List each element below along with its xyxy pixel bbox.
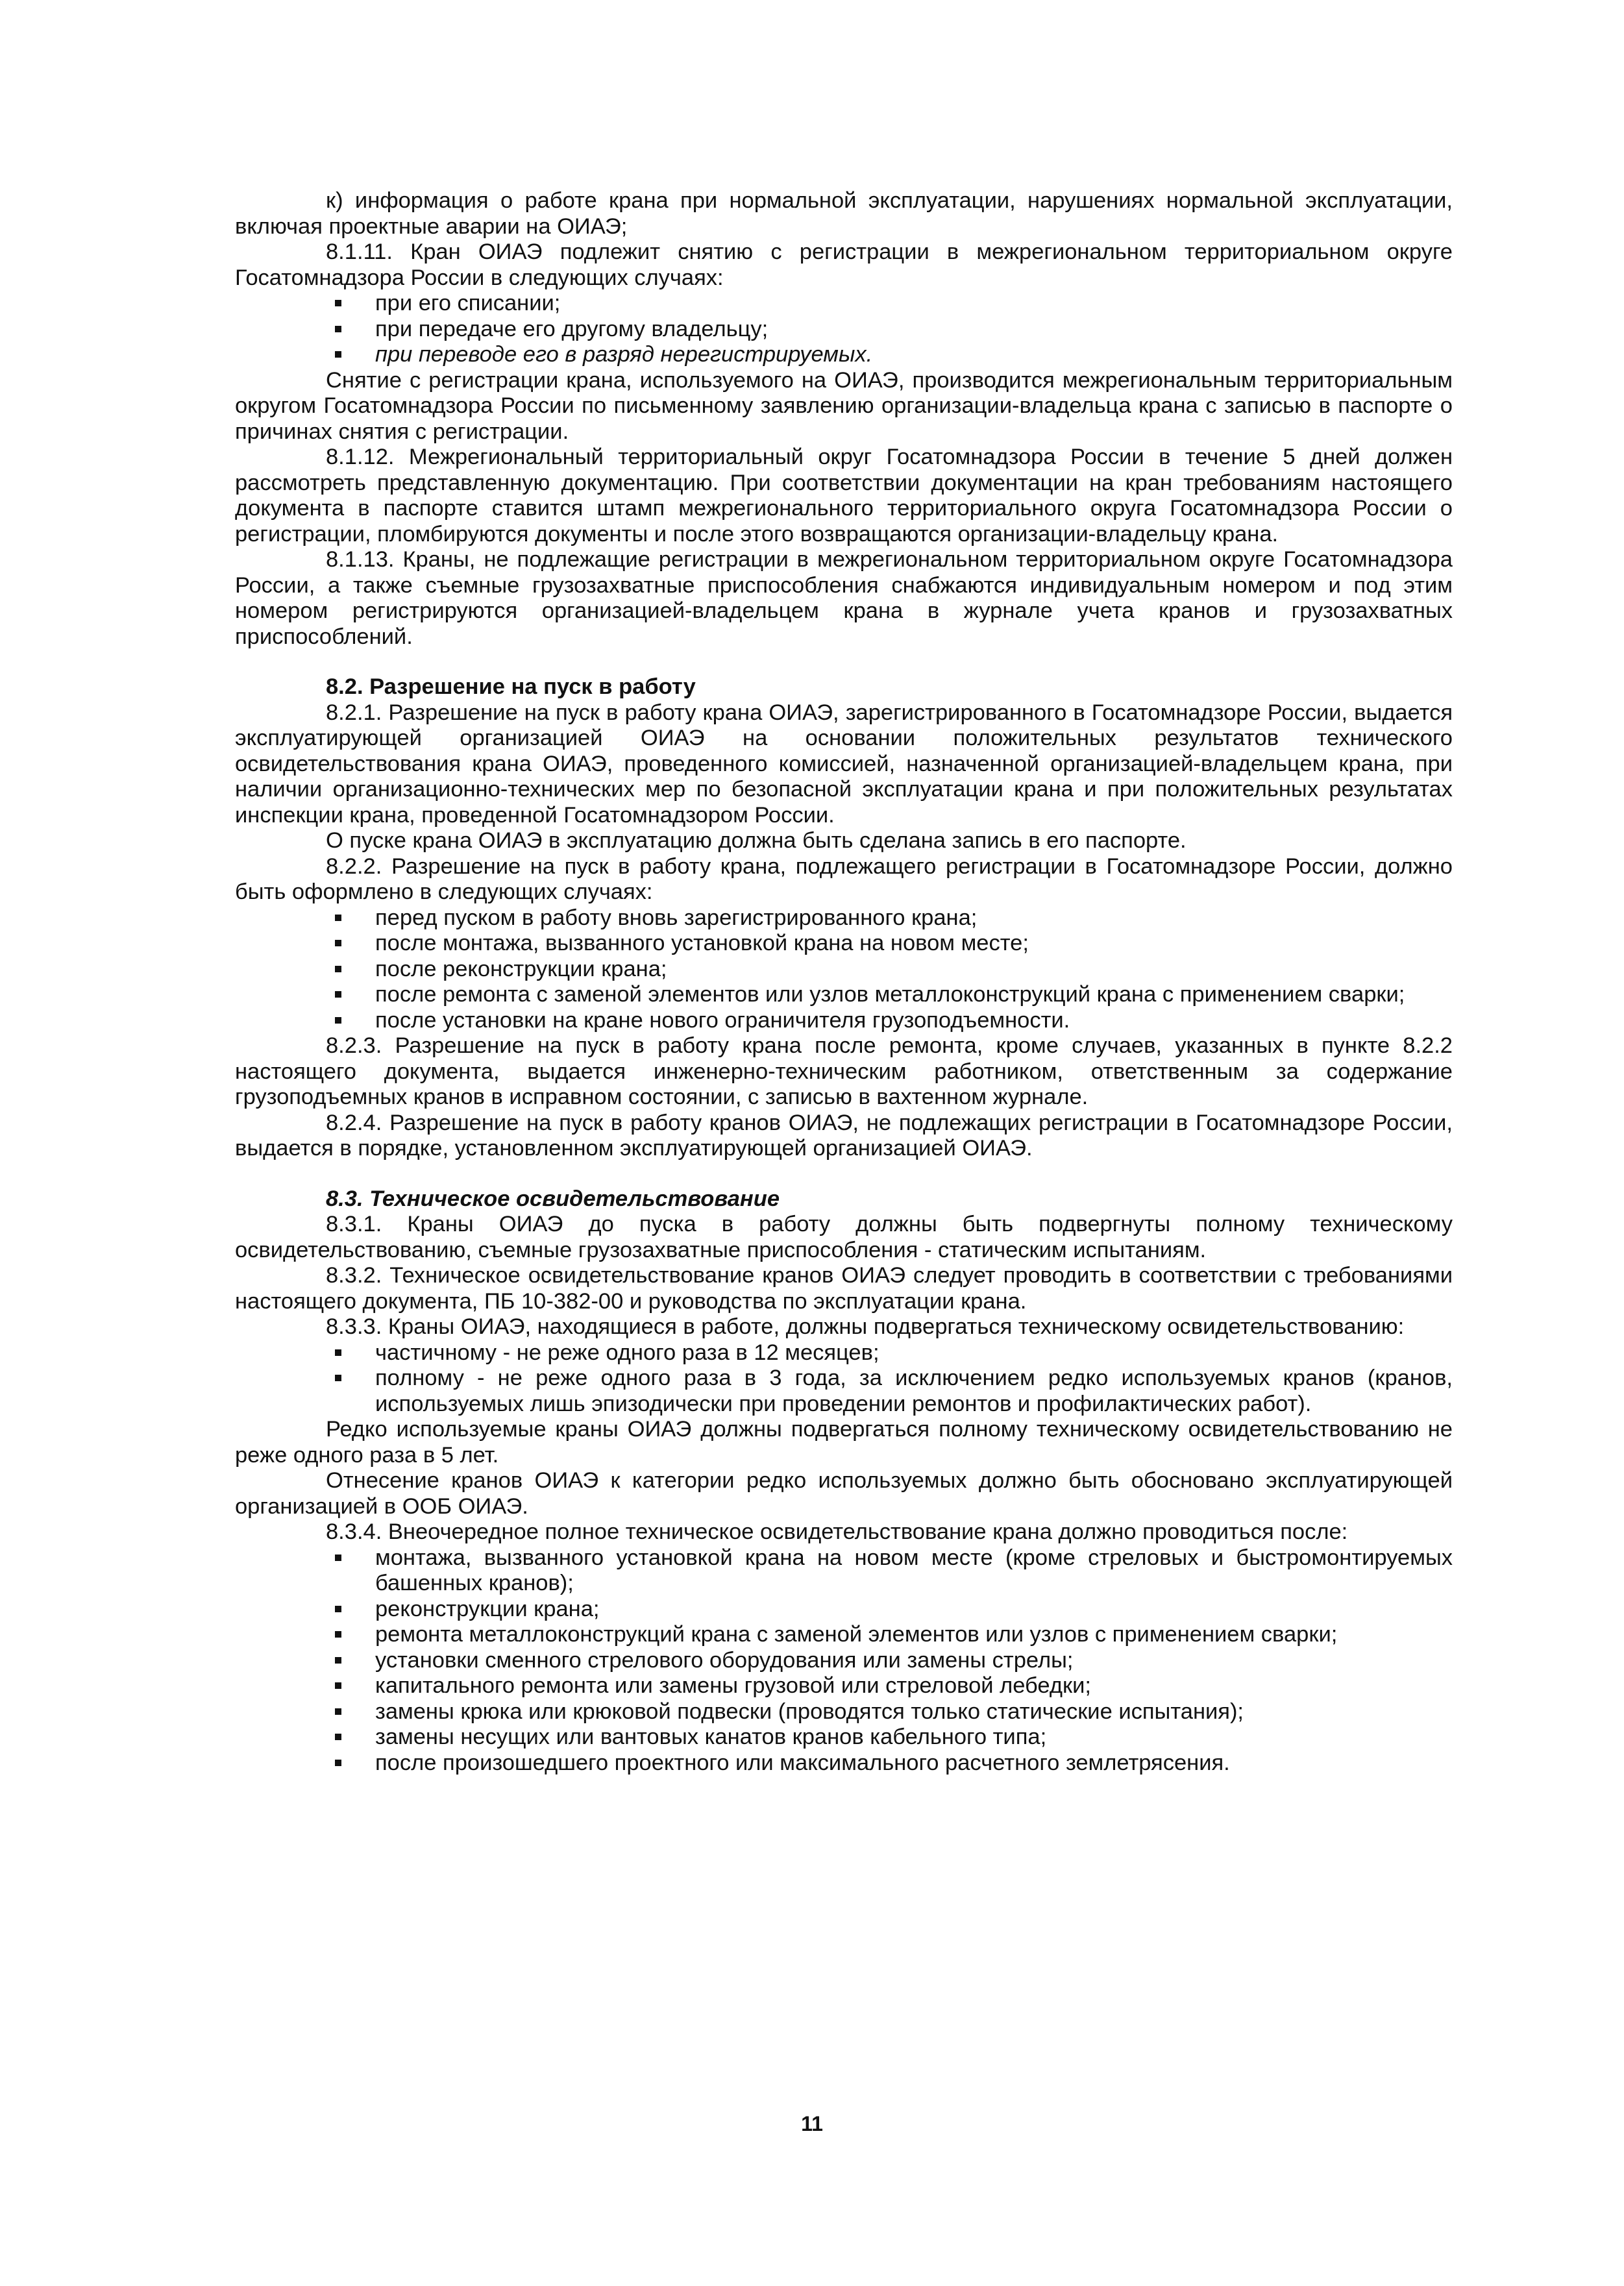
bullet-icon [335,1606,341,1612]
list-item [375,1699,1453,1725]
list-item-text: ремонта металлоконструкций крана с заменой элементов или узлов с применением сварки; [375,1622,1338,1647]
bullet-list [235,291,1453,368]
bullet-icon [335,1734,341,1740]
list-item [375,1751,1453,1776]
bullet-icon [335,1760,341,1766]
bullet-icon [335,1555,341,1561]
list-item-text: перед пуском в работу вновь зарегистрированного крана; [375,905,978,930]
paragraph: 8.2.3. Разрешение на пуск в работу крана после ремонта, кроме случаев, указанных в пункте 8.2.2 настоящего документа, выдается инженерно-техническим работником, ответственным за содержание грузоподъемных кранов в исправном состоянии, с записью в вахтенном журнале. [235,1033,1453,1109]
paragraph: к) информация о работе крана при нормальной эксплуатации, нарушениях нормальной эксплуатации, включая проектные аварии на ОИАЭ; [235,188,1453,239]
bullet-icon [335,300,341,306]
page-number: 11 [801,2112,823,2135]
list-item [375,317,1453,343]
list-item-text: установки сменного стрелового оборудования или замены стрелы; [375,1647,1074,1673]
bullet-icon [335,915,341,921]
list-item [375,982,1453,1008]
paragraph: 8.3.3. Краны ОИАЭ, находящиеся в работе, должны подвергаться техническому освидетельствованию: [326,1314,1405,1339]
section-heading: 8.3. Техническое освидетельствование [326,1186,780,1211]
bullet-list [235,1545,1453,1776]
list-item [375,957,1453,983]
list-item-text: замены крюка или крюковой подвески (проводятся только статические испытания); [375,1699,1244,1724]
list-item-text: при переводе его в разряд нерегистрируемых. [375,342,873,367]
bullet-icon [335,966,341,972]
list-item-text: реконструкции крана; [375,1596,600,1621]
list-item-text: замены несущих или вантовых канатов кранов кабельного типа; [375,1725,1047,1749]
list-item-text: частичному - не реже одного раза в 12 месяцев; [375,1340,880,1365]
list-item-text: капитального ремонта или замены грузовой или стреловой лебедки; [375,1673,1091,1698]
list-item-text: после произошедшего проектного или максимального расчетного землетрясения. [375,1750,1230,1775]
bullet-icon [335,940,341,946]
paragraph: О пуске крана ОИАЭ в эксплуатацию должна быть сделана запись в его паспорте. [326,828,1187,853]
list-item [375,1622,1453,1648]
paragraph: 8.3.2. Техническое освидетельствование кранов ОИАЭ следует проводить в соответствии с требованиями настоящего документа, ПБ 10-382-00 и руководства по эксплуатации крана. [235,1263,1453,1314]
section-heading: 8.2. Разрешение на пуск в работу [326,674,696,699]
list-item-text: полному - не реже одного раза в 3 года, за исключением редко используемых кранов (кранов, используемых лишь эпизодически при проведении ремонтов и профилактических работ). [375,1366,1453,1416]
bullet-icon [335,326,341,332]
list-item-text: после ремонта с заменой элементов или узлов металлоконструкций крана с применением сварки; [375,982,1405,1007]
paragraph: Отнесение кранов ОИАЭ к категории редко используемых должно быть обосновано эксплуатирующей организацией в ООБ ОИАЭ. [235,1468,1453,1519]
list-item [375,1673,1453,1699]
list-item [375,1008,1453,1034]
list-item [375,342,1453,368]
paragraph: 8.1.12. Межрегиональный территориальный округ Госатомнадзора России в течение 5 дней должен рассмотреть представленную документацию. При соответствии документации на кран требованиям настоящего документа в паспорте ставится штамп межрегионального территориального округа Госатомнадзора России о регистрации, пломбируются документы и после этого возвращаются организации-владельцу крана. [235,445,1453,547]
paragraph: 8.2.1. Разрешение на пуск в работу крана ОИАЭ, зарегистрированного в Госатомнадзоре России, выдается эксплуатирующей организацией ОИАЭ на основании положительных результатов технического освидетельствования крана ОИАЭ, проведенного комиссией, назначенной организацией-владельцем крана, при наличии организационно-технических мер по безопасной эксплуатации крана и при положительных результатах инспекции крана, проведенной Госатомнадзором России. [235,700,1453,828]
paragraph: Снятие с регистрации крана, используемого на ОИАЭ, производится межрегиональным территориальным округом Госатомнадзора России по письменному заявлению организации-владельца крана с записью в паспорте о причинах снятия с регистрации. [235,367,1453,444]
list-item [375,905,1453,931]
bullet-icon [335,1657,341,1664]
list-item [375,1340,1453,1366]
paragraph: 8.1.11. Кран ОИАЭ подлежит снятию с регистрации в межрегиональном территориальном округе Госатомнадзора России в следующих случаях: [235,240,1453,290]
bullet-icon [335,991,341,998]
bullet-list [235,1340,1453,1418]
list-item-text: после монтажа, вызванного установкой крана на новом месте; [375,931,1029,955]
paragraph: 8.2.4. Разрешение на пуск в работу кранов ОИАЭ, не подлежащих регистрации в Госатомнадзоре России, выдается в порядке, установленном эксплуатирующей организацией ОИАЭ. [235,1110,1453,1161]
list-item [375,1597,1453,1623]
document-body [235,188,1453,1776]
paragraph: 8.1.13. Краны, не подлежащие регистрации в межрегиональном территориальном округе Госатомнадзора России, а также съемные грузозахватные приспособления снабжаются индивидуальным номером и под этим номером регистрируются организацией-владельцем крана в журнале учета кранов и грузозахватных приспособлений. [235,547,1453,649]
list-item-text: монтажа, вызванного установкой крана на новом месте (кроме стреловых и быстромонтируемых башенных кранов); [375,1545,1453,1595]
list-item [375,291,1453,317]
list-item-text: после реконструкции крана; [375,956,667,981]
list-item-text: после установки на кране нового ограничителя грузоподъемности. [375,1007,1070,1033]
paragraph: 8.2.2. Разрешение на пуск в работу крана, подлежащего регистрации в Госатомнадзоре России, должно быть оформлено в следующих случаях: [235,854,1453,904]
list-item [375,931,1453,957]
list-item [375,1545,1453,1597]
list-item-text: при передаче его другому владельцу; [375,316,769,341]
list-item [375,1725,1453,1751]
list-item-text: при его списании; [375,291,561,315]
bullet-icon [335,1349,341,1356]
list-item [375,1366,1453,1417]
paragraph: 8.3.4. Внеочередное полное техническое освидетельствование крана должно проводиться после: [326,1519,1348,1544]
list-item [375,1648,1453,1674]
bullet-list [235,905,1453,1034]
paragraph: Редко используемые краны ОИАЭ должны подвергаться полному техническому освидетельствованию не реже одного раза в 5 лет. [235,1417,1453,1468]
bullet-icon [335,1375,341,1381]
bullet-icon [335,351,341,358]
bullet-icon [335,1708,341,1715]
bullet-icon [335,1017,341,1024]
bullet-icon [335,1682,341,1689]
bullet-icon [335,1631,341,1638]
paragraph: 8.3.1. Краны ОИАЭ до пуска в работу должны быть подвергнуты полному техническому освидетельствованию, съемные грузозахватные приспособления - статическим испытаниям. [235,1212,1453,1262]
